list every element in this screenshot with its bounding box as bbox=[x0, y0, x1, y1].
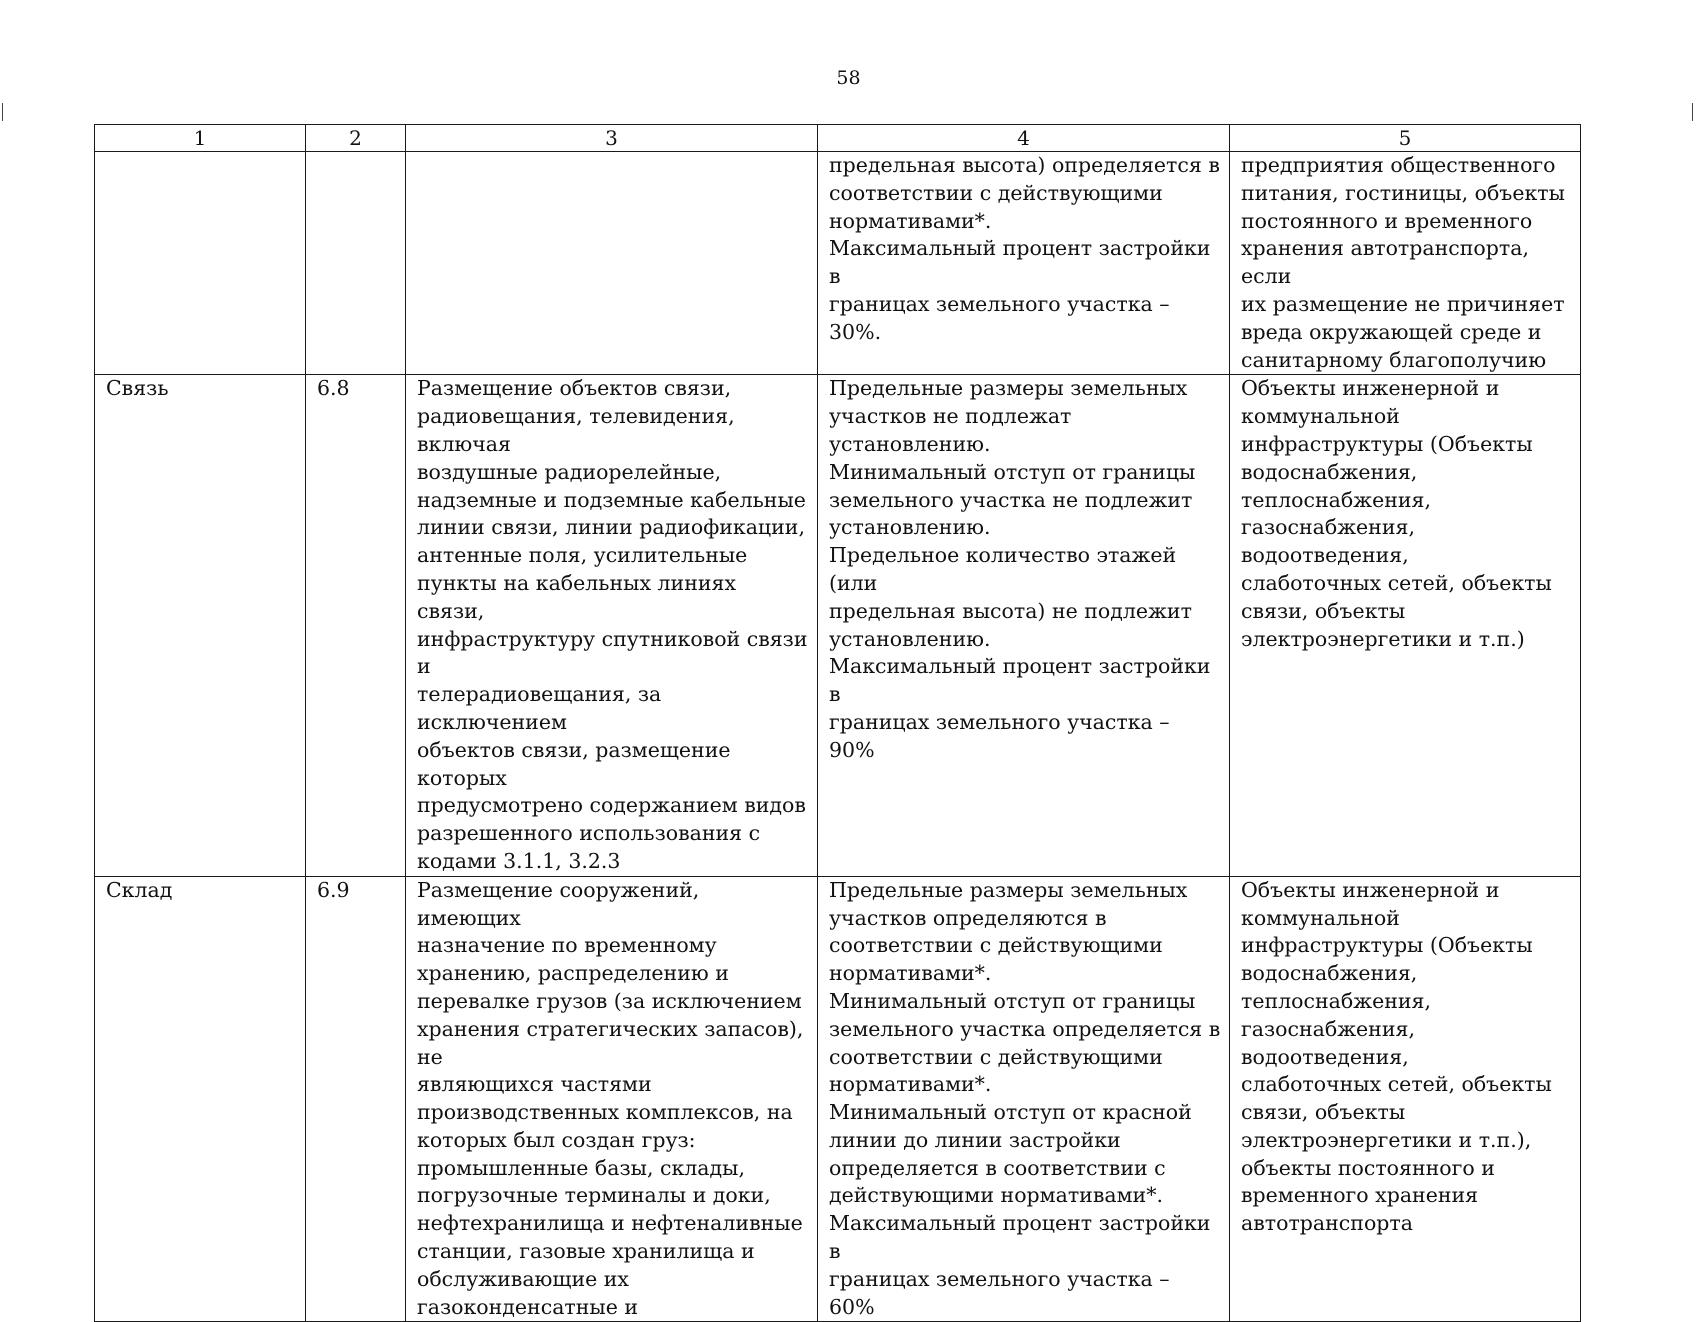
cell-limit-parameters: Предельные размеры земельных участков определяются в соответствии с действующими нормативами*. Минимальный отступ от границы земельного участка определяется в соответствии с действующими нормативами*. Минимальный отступ от красной линии до линии застройки определяется в соответствии с действующими нормативами*. Максимальный процент застройки в границах земельного участка – 60% bbox=[818, 876, 1230, 1322]
page-number: 58 bbox=[836, 67, 861, 89]
cell-limit-parameters: Предельные размеры земельных участков не подлежат установлению. Минимальный отступ от границы земельного участка не подлежит установлению. Предельное количество этажей (или предельная высота) не подлежит установлению. Максимальный процент застройки в границах земельного участка – 90% bbox=[818, 375, 1230, 876]
land-use-table bbox=[94, 124, 1581, 1322]
cell-auxiliary-uses: Объекты инженерной и коммунальной инфраструктуры (Объекты водоснабжения, теплоснабжения, газоснабжения, водоотведения, слаботочных сетей, объекты связи, объекты электроэнергетики и т.п.), объекты постоянного и временного хранения автотранспорта bbox=[1230, 876, 1581, 1322]
cell-use-description: Размещение сооружений, имеющих назначение по временному хранению, распределению и перевалке грузов (за исключением хранения стратегических запасов), не являющихся частями производственных комплексов, на которых был создан груз: промышленные базы, склады, погрузочные терминалы и доки, нефтехранилища и нефтеналивные станции, газовые хранилища и обслуживающие их газоконденсатные и bbox=[406, 876, 818, 1322]
table-row-sklad bbox=[95, 876, 1581, 1322]
header-row bbox=[95, 125, 1581, 152]
table-row-continuation bbox=[95, 152, 1581, 375]
cell-use-description bbox=[406, 152, 818, 375]
scan-mark-left bbox=[2, 103, 3, 121]
scan-mark-right bbox=[1692, 103, 1693, 121]
cell-limit-parameters: предельная высота) определяется в соответствии с действующими нормативами*. Максимальный процент застройки в границах земельного участка – 30%. bbox=[818, 152, 1230, 375]
cell-use-type-code bbox=[306, 152, 406, 375]
cell-auxiliary-uses: предприятия общественного питания, гостиницы, объекты постоянного и временного хранения автотранспорта, если их размещение не причиняет вреда окружающей среде и санитарному благополучию bbox=[1230, 152, 1581, 375]
header-col-3: 3 bbox=[406, 125, 818, 152]
cell-use-type-name bbox=[95, 152, 306, 375]
header-col-4: 4 bbox=[818, 125, 1230, 152]
cell-use-description: Размещение объектов связи, радиовещания, телевидения, включая воздушные радиорелейные, надземные и подземные кабельные линии связи, линии радиофикации, антенные поля, усилительные пункты на кабельных линиях связи, инфраструктуру спутниковой связи и телерадиовещания, за исключением объектов связи, размещение которых предусмотрено содержанием видов разрешенного использования с кодами 3.1.1, 3.2.3 bbox=[406, 375, 818, 876]
cell-use-type-name: Склад bbox=[95, 876, 306, 1322]
table-row-svyaz bbox=[95, 375, 1581, 876]
header-col-5: 5 bbox=[1230, 125, 1581, 152]
cell-use-type-code: 6.9 bbox=[306, 876, 406, 1322]
header-col-1: 1 bbox=[95, 125, 306, 152]
cell-auxiliary-uses: Объекты инженерной и коммунальной инфраструктуры (Объекты водоснабжения, теплоснабжения, газоснабжения, водоотведения, слаботочных сетей, объекты связи, объекты электроэнергетики и т.п.) bbox=[1230, 375, 1581, 876]
header-col-2: 2 bbox=[306, 125, 406, 152]
cell-use-type-code: 6.8 bbox=[306, 375, 406, 876]
cell-use-type-name: Связь bbox=[95, 375, 306, 876]
